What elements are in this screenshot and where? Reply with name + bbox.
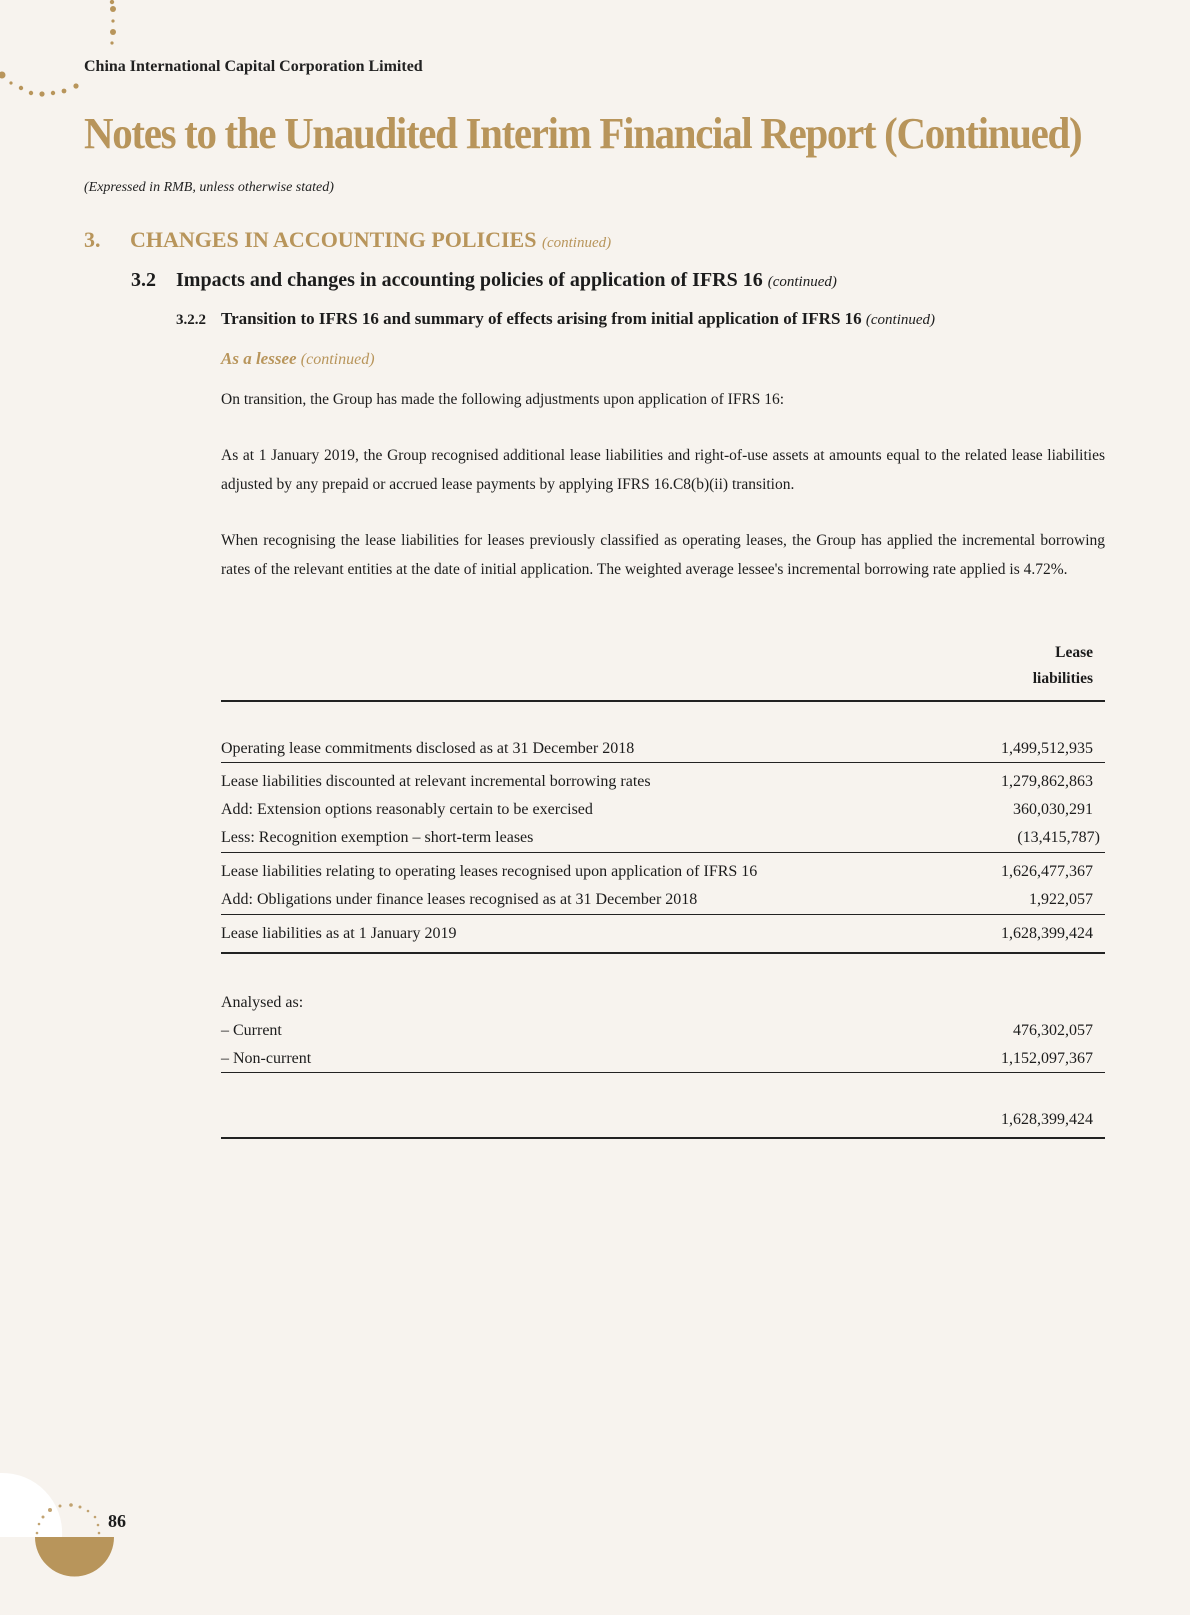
section-heading (84, 227, 611, 253)
row-label: Analysed as: (221, 994, 304, 1011)
table-rule (221, 762, 1105, 763)
table-row (221, 1047, 1105, 1071)
table-row (221, 737, 1105, 761)
table-rule (221, 952, 1105, 954)
company-name: China International Capital Corporation Limited (84, 58, 423, 75)
currency-note: (Expressed in RMB, unless otherwise stated) (84, 180, 334, 195)
row-value: 476,302,057 (1013, 1022, 1093, 1039)
decorative-dots-icon (0, 0, 130, 110)
table-rule (221, 700, 1105, 702)
lessee-heading (221, 349, 375, 369)
paragraph: On transition, the Group has made the following adjustments upon application of IFRS 16: (221, 391, 785, 408)
subsubsection-number: 3.2.2 (176, 312, 206, 328)
table-rule (221, 852, 1105, 853)
table-row (221, 1019, 1105, 1043)
paragraph: When recognising the lease liabilities for leases previously classified as operating leases, the Group has applied the incremental borrowing rates of the relevant entities at the date of initial application. The weighted average lessee's incremental borrowing rate applied is 4.72%. (221, 532, 1105, 578)
table-row (221, 860, 1105, 884)
row-value: (13,415,787) (1017, 829, 1100, 846)
table-rule (221, 1072, 1105, 1073)
row-label: Less: Recognition exemption – short-term leases (221, 829, 534, 846)
row-label: Lease liabilities as at 1 January 2019 (221, 925, 457, 942)
column-header-line1: Lease (1055, 644, 1093, 661)
section-number: 3. (84, 227, 101, 252)
subsection-title: Impacts and changes in accounting policies of application of IFRS 16 (176, 269, 763, 291)
table-rule (221, 914, 1105, 915)
table-row (221, 826, 1105, 850)
row-value: 1,628,399,424 (1001, 925, 1093, 942)
subsubsection-heading (176, 309, 935, 329)
row-label: Add: Obligations under finance leases recognised as at 31 December 2018 (221, 891, 698, 908)
continued-label: (continued) (300, 351, 375, 368)
lessee-title: As a lessee (221, 349, 297, 368)
table-row (221, 991, 1105, 1015)
row-value: 360,030,291 (1013, 801, 1093, 818)
row-value: 1,628,399,424 (1001, 1111, 1093, 1128)
row-label: – Current (221, 1022, 282, 1039)
row-label: Lease liabilities relating to operating leases recognised upon application of IFRS 16 (221, 863, 758, 880)
row-value: 1,922,057 (1029, 891, 1093, 908)
continued-label: (continued) (541, 235, 612, 251)
subsection-number: 3.2 (131, 269, 156, 291)
subsubsection-title: Transition to IFRS 16 and summary of effects arising from initial application of IFRS 16 (221, 309, 862, 328)
table-row (221, 770, 1105, 794)
row-label: Lease liabilities discounted at relevant incremental borrowing rates (221, 773, 651, 790)
page-number: 86 (108, 1511, 126, 1531)
table-row (221, 798, 1105, 822)
table-row-total (221, 1108, 1105, 1132)
row-value: 1,499,512,935 (1001, 740, 1093, 757)
continued-label: (continued) (865, 312, 936, 328)
row-label: – Non-current (221, 1050, 312, 1067)
table-row (221, 888, 1105, 912)
subsection-heading (131, 269, 837, 292)
column-header-line2: liabilities (1032, 670, 1093, 687)
row-value: 1,626,477,367 (1001, 863, 1093, 880)
row-label: Add: Extension options reasonably certain to be exercised (221, 801, 593, 818)
row-value: 1,152,097,367 (1001, 1050, 1093, 1067)
paragraph: As at 1 January 2019, the Group recognised additional lease liabilities and right-of-use assets at amounts equal to the related lease liabilities adjusted by any prepaid or accrued lease payments by applying IFRS 16.C8(b)(ii) transition. (221, 447, 1105, 493)
section-title: CHANGES IN ACCOUNTING POLICIES (130, 227, 537, 252)
table-row (221, 922, 1105, 946)
row-label: Operating lease commitments disclosed as at 31 December 2018 (221, 740, 635, 757)
table-rule (221, 1137, 1105, 1139)
page-title: Notes to the Unaudited Interim Financial Report (Continued) (84, 109, 1082, 158)
continued-label: (continued) (767, 274, 837, 290)
row-value: 1,279,862,863 (1001, 773, 1093, 790)
